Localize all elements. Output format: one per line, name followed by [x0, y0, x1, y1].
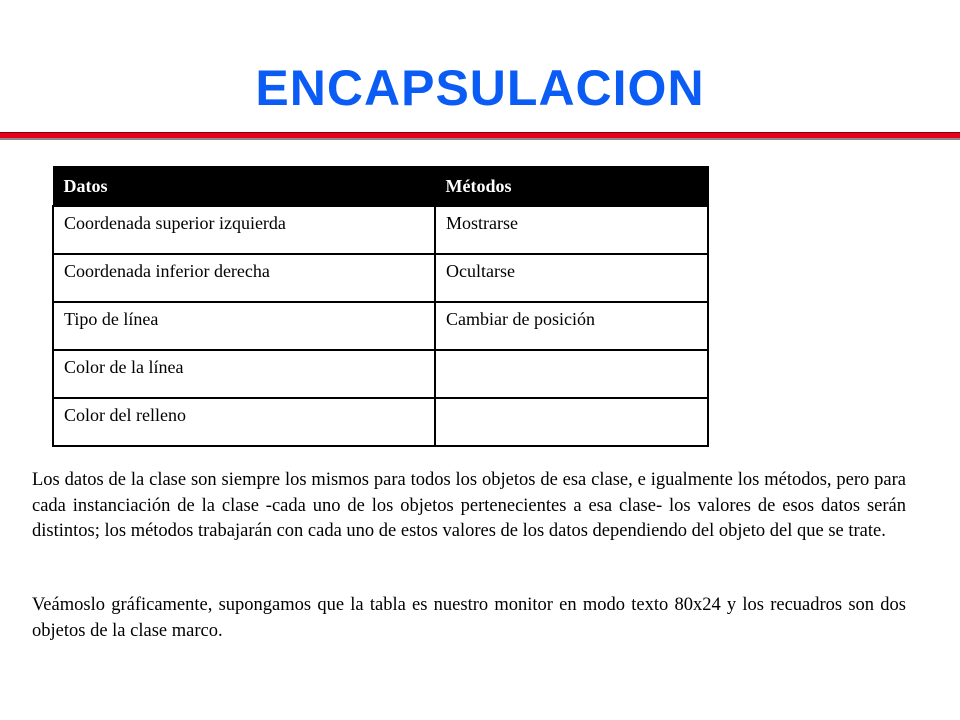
- header-datos: Datos: [53, 167, 435, 207]
- body-paragraph-1: Los datos de la clase son siempre los mismos para todos los objetos de esa clase, e igualmente los métodos, pero para cada instanciación de la clase -cada uno de los objetos pertenecientes a esa clase- los valores de esos datos serán distintos; los métodos trabajarán con cada uno de estos valores de los datos dependiendo del objeto del que se trate.: [32, 470, 906, 541]
- header-metodos: Métodos: [435, 167, 708, 207]
- table-cell-dato: Coordenada superior izquierda: [53, 206, 435, 254]
- table-row: [53, 350, 708, 398]
- table-cell-dato: Color del relleno: [53, 398, 435, 446]
- table-cell-dato: Color de la línea: [53, 350, 435, 398]
- table-cell-metodo: Mostrarse: [435, 206, 708, 254]
- table-cell-metodo: [435, 350, 708, 398]
- datos-metodos-table: [52, 166, 709, 447]
- table-cell-metodo: [435, 398, 708, 446]
- table-cell-dato: Coordenada inferior derecha: [53, 254, 435, 302]
- table-cell-dato: Tipo de línea: [53, 302, 435, 350]
- title-divider: [0, 132, 960, 140]
- table-header-row: [53, 167, 708, 207]
- table-row: [53, 302, 708, 350]
- table-row: [53, 254, 708, 302]
- slide-title: ENCAPSULACION: [255, 60, 705, 116]
- table-row: [53, 206, 708, 254]
- table-cell-metodo: Ocultarse: [435, 254, 708, 302]
- body-paragraph-2: Veámoslo gráficamente, supongamos que la tabla es nuestro monitor en modo texto 80x24 y los recuadros son dos objetos de la clase marco.: [32, 595, 906, 641]
- table-cell-metodo: Cambiar de posición: [435, 302, 708, 350]
- table-row: [53, 398, 708, 446]
